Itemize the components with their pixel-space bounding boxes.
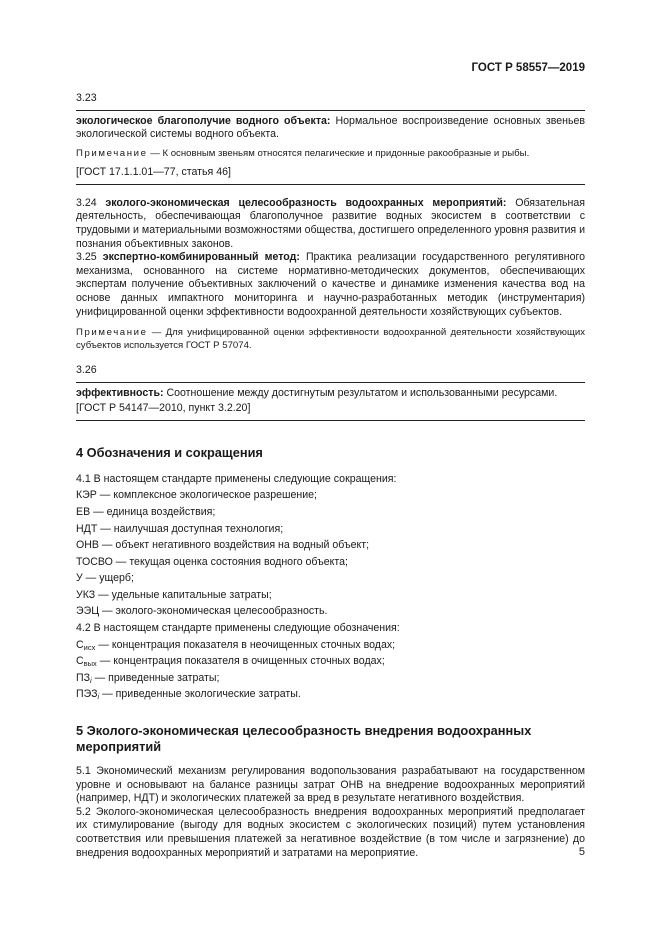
symbol-base: С [76,638,84,651]
symbol-subscript: i [90,675,92,685]
symbol-text: — концентрация показателя в очищенных сточных водах; [96,655,385,668]
note-label: Примечание [76,147,148,159]
term-definition-3-26 [76,387,585,401]
term-box-3-23 [76,110,585,185]
term-number: 3.25 [76,251,103,264]
term-number-3-26: 3.26 [76,363,97,376]
section-4-intro-2: 4.2 В настоящем стандарте применены следующие обозначения: [76,622,400,635]
term-name: экспертно-комбинированный метод: [102,251,300,264]
section-4-intro-1: 4.1 В настоящем стандарте применены следующие сокращения: [76,472,397,485]
term-note-3-23 [76,148,585,160]
term-box-3-26 [76,382,585,421]
abbreviation-item: КЭР — комплексное экологическое разрешение; [76,489,317,502]
term-name: эколого-экономическая целесообразность водоохранных мероприятий: [105,196,507,209]
symbol-item [76,686,585,703]
section-5-title: 5 Эколого-экономическая целесообразность внедрения водоохранных мероприятий [76,723,532,755]
symbol-text: — приведенные затраты; [91,671,220,684]
symbol-base: ПЭЗ [76,688,98,701]
symbol-item [76,653,585,670]
symbol-text: — приведенные экологические затраты. [99,688,301,701]
section-4-list [76,471,585,703]
term-text: Практика реализации государственного регулятивного механизма, основанного на системе нормативно-методических документов, обеспечивающих экспертам получение объективных заключений о качестве и динамике изменения качества вод на основе данных импактного мониторинга и научно-разработанных методик (инструментария) унифицированной оценки эффективности водоохранной деятельности хозяйствующих субъектов. [76,251,585,318]
term-3-25 [76,251,585,319]
standard-header: ГОСТ Р 58557—2019 [471,62,585,74]
paragraph-5-2: 5.2 Эколого-экономическая целесообразность внедрения водоохранных мероприятий предполагает их стимулирование (выгоду для водных экосистем с экологических позиций) путем установления соответствия или превышения платежей за негативное воздействие (в том числе и загрязнение) до внедрения водоохранных мероприятий и затратами на мероприятие. [76,805,585,859]
term-text: Нормальное воспроизведение основных звеньев экологической системы водного объекта. [76,114,586,141]
abbreviation-item: ЭЭЦ — эколого-экономическая целесообразность. [76,605,328,618]
term-3-24 [76,197,585,251]
term-text: Соотношение между достигнутым результатом и использованными ресурсами. [163,386,558,399]
term-note-3-25 [76,327,585,352]
symbol-base: ПЗ [76,671,91,684]
symbol-subscript: исх [83,642,96,652]
page-content [76,92,585,860]
abbreviation-item: ОНВ — объект негативного воздействия на водный объект; [76,539,370,552]
term-number-3-23: 3.23 [76,92,97,104]
term-source-3-26: [ГОСТ Р 54147—2010, пункт 3.2.20] [76,402,251,415]
abbreviation-item: НДТ — наилучшая доступная технология; [76,522,284,535]
term-number: 3.24 [76,196,106,209]
symbol-item [76,637,585,654]
abbreviation-item: УКЗ — удельные капитальные затраты; [76,588,272,601]
symbol-subscript: вых [83,659,97,669]
symbol-text: — концентрация показателя в неочищенных сточных водах; [95,638,396,651]
symbol-item [76,670,585,687]
symbol-base: С [76,655,84,668]
page-number: 5 [578,846,585,858]
abbreviation-item: ЕВ — единица воздействия; [76,505,216,518]
term-definition-3-23 [76,115,585,142]
note-text: — К основным звеньям относятся пелагические и придонные ракообразные и рыбы. [147,147,530,159]
note-text: — Для унифицированной оценки эффективности водоохранной деятельности хозяйствующих субъектов используется ГОСТ Р 57074. [76,327,585,351]
paragraph-5-1: 5.1 Экономический механизм регулирования водопользования разрабатывают на государственном уровне и основывают на балансе разницы затрат ОНВ на внедрение водоохранных мероприятий (например, НДТ) и экологических платежей за вред в результате негативного воздействия. [76,765,585,805]
section-4-title: 4 Обозначения и сокращения [76,444,263,460]
term-name: экологическое благополучие водного объекта: [76,114,331,127]
symbol-subscript: i [97,692,100,702]
note-label: Примечание [76,327,148,339]
abbreviation-item: У — ущерб; [76,572,134,585]
term-source-3-23: [ГОСТ 17.1.1.01—77, статья 46] [76,166,231,179]
term-text: Обязательная деятельность, обеспечивающая благополучное развитие водных экосистем в соответствии с трудовыми и материальными возможностями общества, достигшего определенного уровня развития и познания объективных законов. [76,196,585,250]
term-name: эффективность: [76,386,164,399]
abbreviation-item: ТОСВО — текущая оценка состояния водного объекта; [76,555,348,568]
